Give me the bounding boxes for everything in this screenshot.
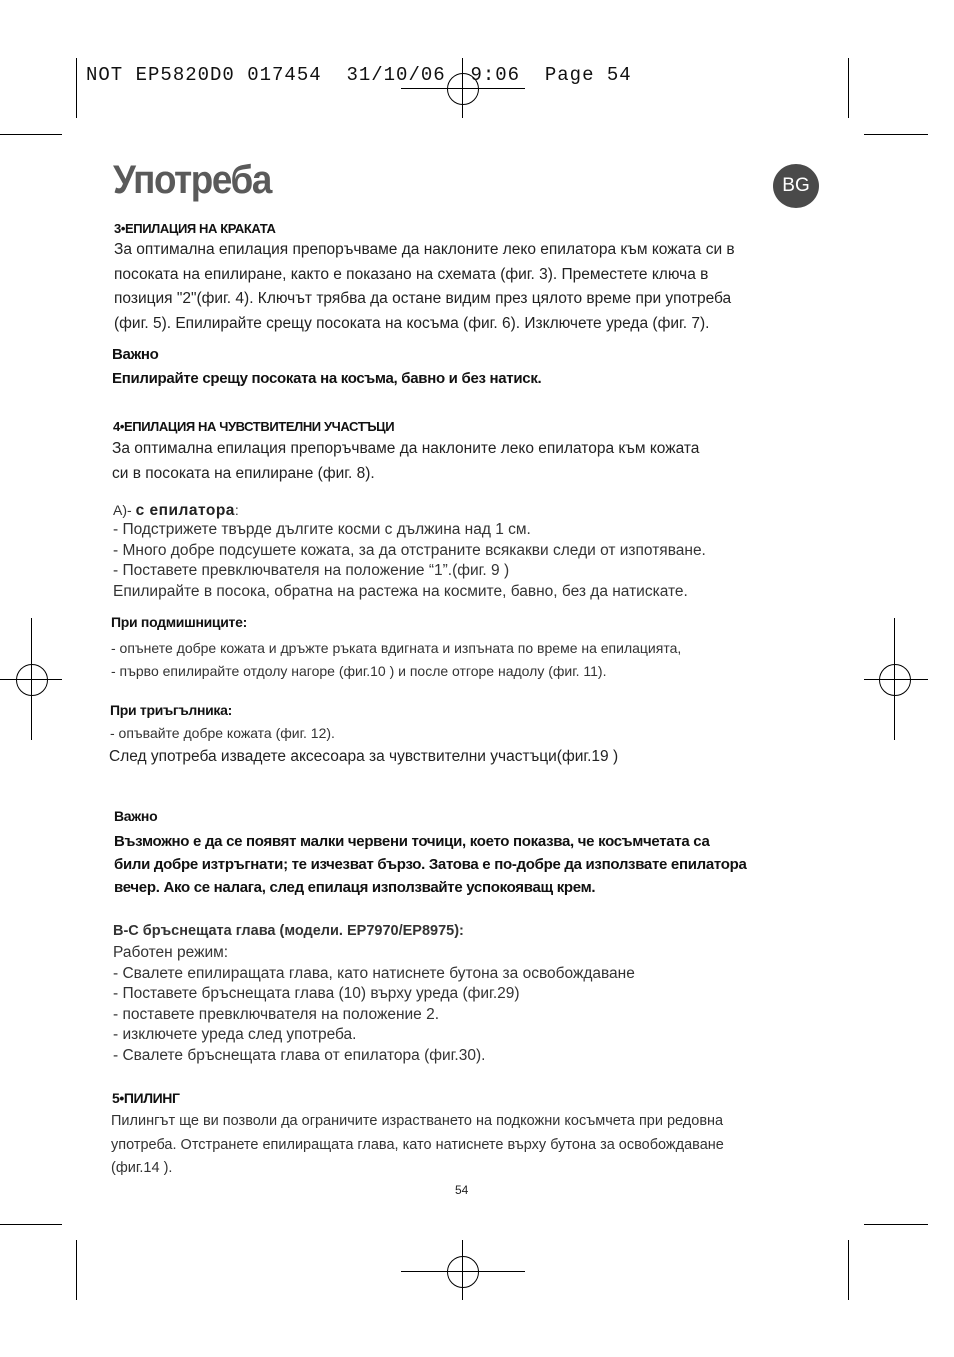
important-line: Възможно е да се появят малки червени точици, което показва, че косъмчетата са xyxy=(114,833,710,850)
section-3-line: (фиг. 5). Епилирайте срещу посоката на косъма (фиг. 6). Изключете уреда (фиг. 7). xyxy=(114,314,710,332)
armpits-instructions xyxy=(111,637,681,683)
page-title: Употреба xyxy=(113,158,271,202)
page-number: 54 xyxy=(455,1183,469,1197)
shaver-heading: В-С бръснещата глава (модели. EP7970/EP8975): xyxy=(113,923,464,939)
epilator-label: с епилатора xyxy=(135,502,235,519)
section-4-important-label: Важно xyxy=(114,808,158,824)
epilator-line: Епилирайте в посока, обратна на растежа на космите, бавно, без да натискате. xyxy=(113,582,688,600)
section-3-line: посоката на епилиране, както е показано на схемата (фиг. 3). Преместете ключа в xyxy=(114,265,709,283)
section-5-line: употреба. Отстранете епилиращата глава, като натиснете върху бутона за освобождаване xyxy=(111,1136,724,1153)
section-4-heading: 4•ЕПИЛАЦИЯ НА ЧУВСТВИТЕЛНИ УЧАСТЪЦИ xyxy=(113,419,395,434)
section-5-heading: 5•ПИЛИНГ xyxy=(112,1090,180,1106)
shaver-line: - изключете уреда след употреба. xyxy=(113,1026,357,1043)
epilator-line: - Поставете превключвателя на положение “1”.(фиг. 9 ) xyxy=(113,562,510,579)
epilator-instructions xyxy=(113,520,706,602)
bikini-label: При триъгълника: xyxy=(110,702,232,718)
section-4-intro-line: За оптимална епилация препоръчваме да наклоните леко епилатора към кожата xyxy=(112,440,700,457)
shaver-body xyxy=(113,943,635,1066)
section-3-important-label: Важно xyxy=(112,346,159,363)
epilator-line: - Много добре подсушете кожата, за да отстраните всякакви следи от изпотяване. xyxy=(113,541,706,559)
epilator-suffix: : xyxy=(234,502,239,518)
epilator-subheading xyxy=(113,500,239,521)
section-5-body xyxy=(111,1110,724,1181)
epilator-prefix: А)- xyxy=(113,502,136,518)
section-5-line: Пилингът ще ви позволи да ограничите израстването на подкожни косъмчета при редовна xyxy=(111,1113,724,1129)
section-3-line: позиция "2"(фиг. 4). Ключът трябва да остане видим през цялото време при употреба xyxy=(114,290,732,307)
shaver-line: - Поставете бръснещата глава (10) върху уреда (фиг.29) xyxy=(113,985,520,1002)
armpits-line: - първо епилирайте отдолу нагоре (фиг.10 ) и после отгоре надолу (фиг. 11). xyxy=(111,663,607,679)
section-5-line: (фиг.14 ). xyxy=(111,1160,173,1176)
epilator-line: - Подстрижете твърде дългите косми с дължина над 1 см. xyxy=(113,521,531,538)
section-3-important-text: Епилирайте срещу посоката на косъма, бавно и без натиск. xyxy=(112,370,542,387)
print-slug: NOT EP5820D0 017454 31/10/06 9:06 Page 54 xyxy=(86,64,632,86)
section-4-intro-line: си в посоката на епилиране (фиг. 8). xyxy=(112,464,375,482)
section-3-heading: 3•ЕПИЛАЦИЯ НА КРАКАТА xyxy=(114,221,276,236)
section-3-line: За оптимална епилация препоръчваме да наклоните леко епилатора към кожата си в xyxy=(114,241,735,258)
bikini-instruction: - опъвайте добре кожата (фиг. 12). xyxy=(110,725,335,741)
shaver-line: - поставете превключвателя на положение 2. xyxy=(113,1005,440,1023)
armpits-label: При подмишниците: xyxy=(111,614,247,630)
after-use-instruction: След употреба извадете аксесоара за чувствителни участъци(фиг.19 ) xyxy=(109,748,619,765)
section-4-important-text xyxy=(114,830,747,899)
shaver-mode: Работен режим: xyxy=(113,944,229,961)
section-4-intro xyxy=(112,437,699,486)
section-3-body xyxy=(114,238,735,336)
language-badge: BG xyxy=(773,164,819,208)
important-line: били добре изтръгнати; те изчезват бързо. Затова е по-добре да използвате епилатора xyxy=(114,856,747,873)
important-line: вечер. Ако се налага, след епилаця използвайте успокояващ крем. xyxy=(114,879,596,896)
shaver-line: - Свалете бръснещата глава от епилатора (фиг.30). xyxy=(113,1046,486,1064)
armpits-line: - опънете добре кожата и дръжте ръката вдигната и изпъната по време на епилацията, xyxy=(111,640,682,656)
shaver-line: - Свалете епилиращата глава, като натиснете бутона за освобождаване xyxy=(113,964,635,982)
